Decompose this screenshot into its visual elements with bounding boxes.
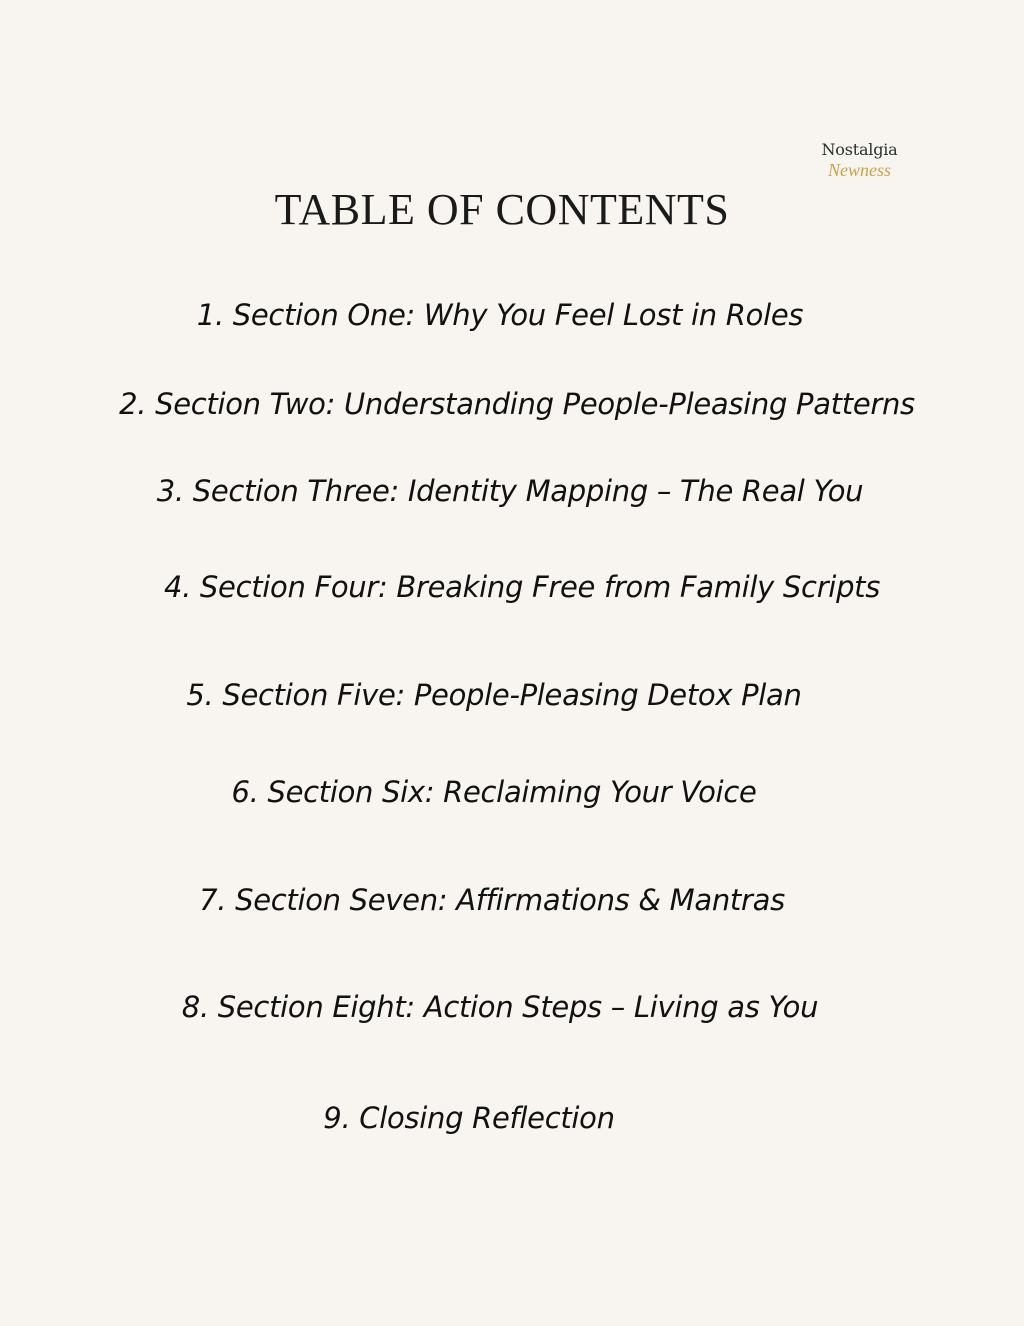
logo-wordmark-top: Nostalgia — [821, 140, 898, 159]
toc-entry-1: 1. Section One: Why You Feel Lost in Roles — [196, 298, 804, 332]
toc-entry-4: 4. Section Four: Breaking Free from Family Scripts — [163, 570, 881, 604]
brand-logo — [812, 140, 907, 180]
page-title: TABLE OF CONTENTS — [274, 185, 730, 234]
toc-entry-3: 3. Section Three: Identity Mapping – The Real You — [156, 474, 864, 508]
toc-entry-5: 5. Section Five: People-Pleasing Detox Plan — [186, 678, 802, 712]
toc-entry-9: 9. Closing Reflection — [323, 1101, 615, 1135]
logo-wordmark-bottom: Newness — [828, 160, 891, 180]
toc-entry-8: 8. Section Eight: Action Steps – Living as You — [181, 990, 819, 1024]
toc-entry-6: 6. Section Six: Reclaiming Your Voice — [231, 775, 757, 809]
toc-entry-7: 7. Section Seven: Affirmations & Mantras — [199, 883, 785, 917]
toc-entry-2: 2. Section Two: Understanding People-Pleasing Patterns — [119, 387, 915, 421]
